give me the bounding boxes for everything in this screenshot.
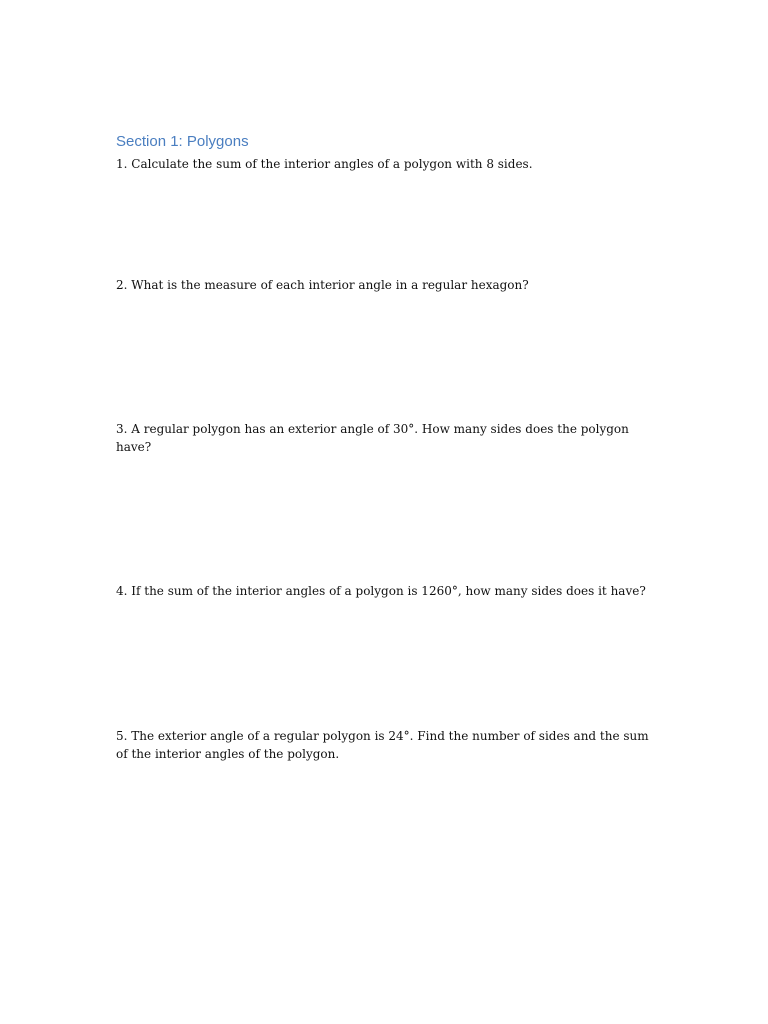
question-3: 3. A regular polygon has an exterior angle of 30°. How many sides does the polygon have? (116, 422, 629, 454)
question-4: 4. If the sum of the interior angles of a polygon is 1260°, how many sides does it have? (116, 584, 646, 598)
question-5: 5. The exterior angle of a regular polygon is 24°. Find the number of sides and the sum of the interior angles of the polygon. (116, 729, 649, 761)
section-title: Section 1: Polygons (116, 133, 249, 150)
question-1: 1. Calculate the sum of the interior angles of a polygon with 8 sides. (116, 157, 533, 171)
question-2: 2. What is the measure of each interior angle in a regular hexagon? (116, 278, 529, 292)
